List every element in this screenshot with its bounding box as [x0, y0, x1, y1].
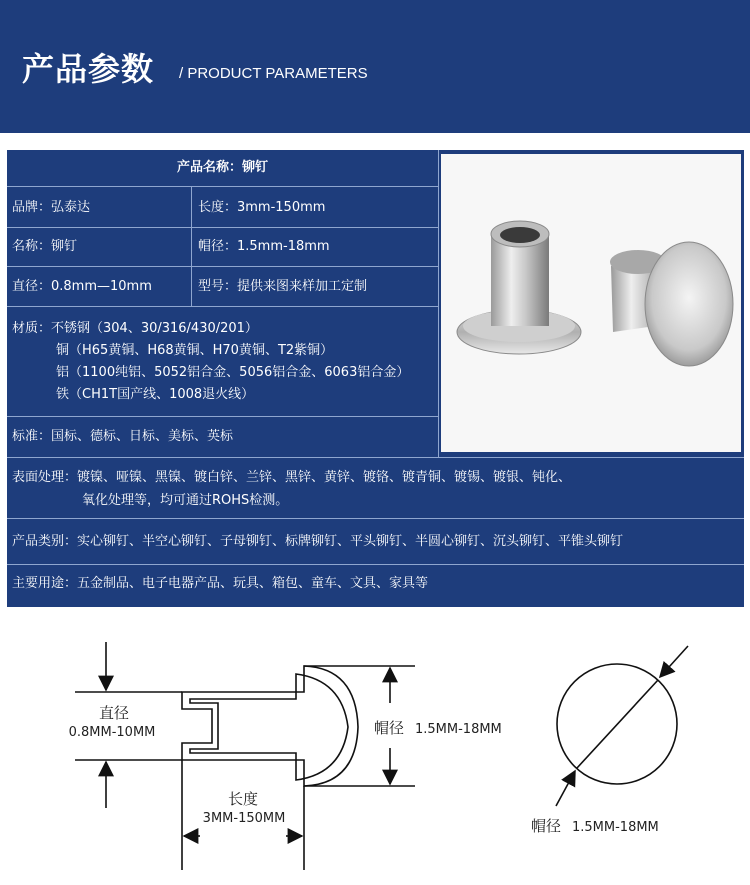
model-text: 型号：提供来图来样加工定制: [198, 279, 368, 294]
material-line: 材质：不锈钢（304、30/316/430/201）: [12, 321, 258, 336]
cap2-value: 1.5MM-18MM: [572, 820, 659, 835]
diameter-label: 直径: [98, 704, 130, 722]
rivet-profile: [182, 666, 358, 786]
usage-text: 主要用途：五金制品、电子电器产品、玩具、箱包、童车、文具、家具等: [12, 576, 429, 591]
cap-label: 帽径: [374, 719, 405, 737]
page-header: [0, 0, 750, 133]
surface-line: 表面处理：镀镍、哑镍、黑镍、镀白锌、兰锌、黑锌、黄锌、镀铬、镀青铜、镀锡、镀银、钝化、: [12, 470, 572, 485]
length-value: 3MM-150MM: [202, 811, 286, 826]
cap-value: 1.5MM-18MM: [415, 722, 502, 737]
standard-text: 标准：国标、德标、日标、美标、英标: [12, 429, 234, 444]
length-text: 长度：3mm-150mm: [198, 200, 326, 215]
cap2-label: 帽径: [531, 817, 562, 835]
surface-line: 氧化处理等，均可通过ROHS检测。: [82, 493, 289, 508]
material-line: 铝（1100纯铝、5052铝合金、5056铝合金、6063铝合金）: [56, 365, 410, 380]
material-line: 铁（CH1T国产线、1008退火线）: [56, 387, 255, 402]
category-text: 产品类别：实心铆钉、半空心铆钉、子母铆钉、标牌铆钉、平头铆钉、半圆心铆钉、沉头铆钉、平锥头铆钉: [12, 534, 624, 549]
product-name-header: 产品名称：铆钉: [176, 160, 268, 175]
page-title: 产品参数: [22, 50, 155, 88]
diameter-text: 直径：0.8mm—10mm: [12, 279, 152, 294]
brand-text: 品牌：弘泰达: [12, 200, 91, 215]
material-line: 铜（H65黄铜、H68黄铜、H70黄铜、T2紫铜）: [56, 343, 334, 358]
product-photo: [441, 154, 741, 452]
dimension-diagram: [0, 608, 750, 881]
name-text: 名称：铆钉: [12, 239, 78, 254]
cap-diameter-text: 帽径：1.5mm-18mm: [198, 239, 330, 254]
rivet-head: [645, 242, 733, 366]
rivet-shank: [491, 234, 549, 326]
page-subtitle: / PRODUCT PARAMETERS: [179, 65, 368, 82]
length-label: 长度: [227, 790, 259, 808]
diameter-value: 0.8MM-10MM: [68, 725, 156, 740]
